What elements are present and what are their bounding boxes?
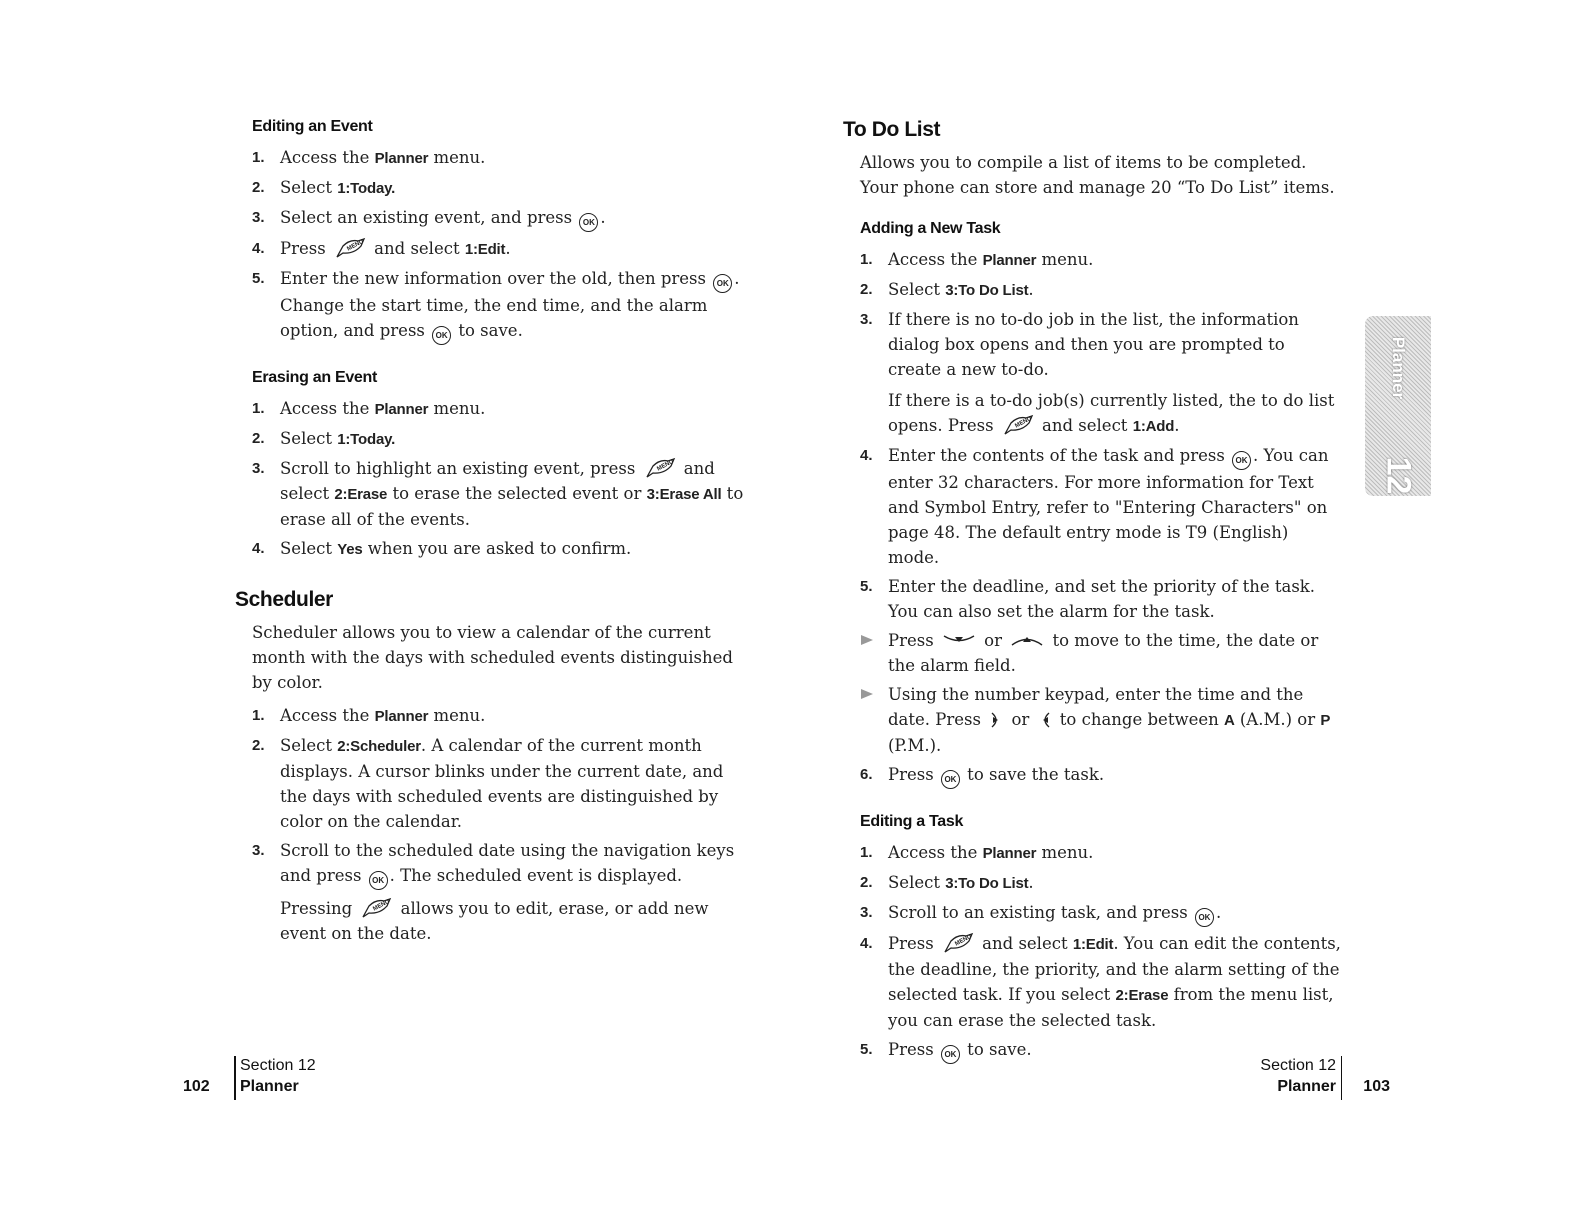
list-item: 3. Select an existing event, and press OK . xyxy=(235,205,745,232)
list-item: 5. Enter the new information over the old, then press OK . Change the start time, the end time, and the alarm option, and press OK to save. xyxy=(235,266,745,345)
list-item: 4. Select Yes when you are asked to confirm. xyxy=(252,539,632,558)
list-item: 4. Press MENU and select 1:Edit. You can edit the contents, the deadline, the priority, and the alarm setting of the selected task. If you select 2:Erase from the menu list, you can erase the selected task. xyxy=(860,933,1341,1030)
footer-right xyxy=(1200,1056,1400,1102)
ok-key-icon: OK xyxy=(1195,908,1214,927)
footer-divider xyxy=(234,1056,236,1100)
ok-key-icon: OK xyxy=(369,871,388,890)
menu-key-icon xyxy=(360,897,392,919)
nav-up-key-icon xyxy=(1010,633,1044,647)
svg-text:MENU: MENU xyxy=(954,933,973,948)
ok-key-icon: OK xyxy=(579,213,598,232)
list-item: 2. Select 3:To Do List. xyxy=(860,873,1034,892)
svg-text:MENU: MENU xyxy=(346,238,365,253)
bullet-arrow-icon xyxy=(860,634,874,646)
ok-key-icon: OK xyxy=(941,770,960,789)
svg-text:MENU: MENU xyxy=(1014,415,1033,430)
ok-key-icon: OK xyxy=(713,274,732,293)
menu-key-icon xyxy=(942,932,974,954)
list-item: 2. Select 1:Today. xyxy=(252,429,396,448)
nav-down-key-icon xyxy=(942,633,976,647)
nav-left-key-icon xyxy=(1038,712,1052,728)
ok-key-icon: OK xyxy=(941,1045,960,1064)
todo-heading: To Do List xyxy=(843,118,941,141)
bullet-item: Press or to move to the time, the date or the alarm field. xyxy=(843,628,1343,678)
list-item: 3. Scroll to highlight an existing event, press MENU and select 2:Erase to erase the selected event or 3:Erase All to erase all of the events. xyxy=(252,458,744,529)
page-number: 102 xyxy=(183,1078,210,1095)
list-item: 2. Select 2:Scheduler. A calendar of the current month displays. A cursor blinks under the current date, and the days with scheduled events are distinguished by color on the calendar. xyxy=(252,736,724,831)
svg-text:MENU: MENU xyxy=(655,458,675,473)
list-item: 1. Access the Planner menu. xyxy=(860,843,1094,862)
list-item: 1. Access the Planner menu. xyxy=(252,399,486,418)
section-thumb-tab xyxy=(1365,316,1431,496)
ok-key-icon: OK xyxy=(1232,451,1251,470)
list-item: 2. Select 3:To Do List. xyxy=(860,280,1034,299)
thumb-tab-number: 12 xyxy=(1379,456,1418,495)
right-column xyxy=(843,118,1343,1068)
footer-section: Section 12 xyxy=(1260,1057,1336,1074)
footer-title: Planner xyxy=(240,1078,299,1095)
menu-key-icon xyxy=(1002,414,1034,436)
list-item: 1. Access the Planner menu. xyxy=(252,706,486,725)
list-item: 4. Press MENU and select 1:Edit. xyxy=(252,238,511,258)
list-item: 3. Scroll to an existing task, and press OK . xyxy=(843,900,1343,927)
footer-left xyxy=(183,1056,383,1102)
list-item: 1. Access the Planner menu. xyxy=(860,250,1094,269)
nav-right-key-icon xyxy=(989,712,1003,728)
list-item: 2. Select 1:Today. xyxy=(252,178,396,197)
footer-section: Section 12 xyxy=(240,1057,316,1074)
adding-task-heading: Adding a New Task xyxy=(860,220,1001,237)
list-item: 4. Enter the contents of the task and press OK . You can enter 32 characters. For more information for Text and Symbol Entry, refer to "Entering Characters" on page 48. The default entry mode is T9 (English) mode. xyxy=(860,446,1329,567)
page-number: 103 xyxy=(1363,1078,1390,1095)
scheduler-intro: Scheduler allows you to view a calendar of the current month with the days with scheduled events distinguished by color. xyxy=(252,623,733,692)
list-item: 3. If there is no to-do job in the list, the information dialog box opens and then you are prompted to create a new to-do. If there is a to-do job(s) currently listed, the to do list opens. Press MENU and select 1:Add. xyxy=(843,307,1343,439)
footer-title: Planner xyxy=(1277,1078,1336,1095)
left-column xyxy=(235,118,745,950)
todo-intro: Allows you to compile a list of items to be completed. Your phone can store and manage 20 “To Do List” items. xyxy=(860,153,1335,197)
footer-divider xyxy=(1341,1056,1343,1100)
erasing-event-heading: Erasing an Event xyxy=(252,369,378,386)
menu-key-icon xyxy=(334,237,366,259)
list-item: 6. Press OK to save the task. xyxy=(843,762,1343,789)
bullet-arrow-icon xyxy=(860,688,874,700)
list-item: 5. Press OK to save. xyxy=(843,1037,1343,1064)
scheduler-heading: Scheduler xyxy=(235,588,333,611)
step-continuation: Pressing MENU allows you to edit, erase, or add new event on the date. xyxy=(280,898,709,943)
step-continuation: If there is a to-do job(s) currently listed, the to do list opens. Press MENU and select 1:Add. xyxy=(888,391,1335,435)
thumb-tab-label: Planner xyxy=(1389,336,1408,400)
list-item: 3. Scroll to the scheduled date using the navigation keys and press OK . The scheduled event is displayed. Pressing MENU allows you to edit, erase, or add new event on the date. xyxy=(235,838,745,946)
list-item: 1. Access the Planner menu. xyxy=(252,148,486,167)
list-item: 5. Enter the deadline, and set the priority of the task. You can also set the alarm for the task. xyxy=(860,577,1316,621)
ok-key-icon: OK xyxy=(432,326,451,345)
menu-key-icon xyxy=(644,457,676,479)
editing-event-heading: Editing an Event xyxy=(252,118,373,135)
svg-text:MENU: MENU xyxy=(372,898,392,913)
editing-task-heading: Editing a Task xyxy=(860,813,964,830)
bullet-item: Using the number keypad, enter the time and the date. Press or to change between A (A.M.) or P (P.M.). xyxy=(843,682,1343,758)
